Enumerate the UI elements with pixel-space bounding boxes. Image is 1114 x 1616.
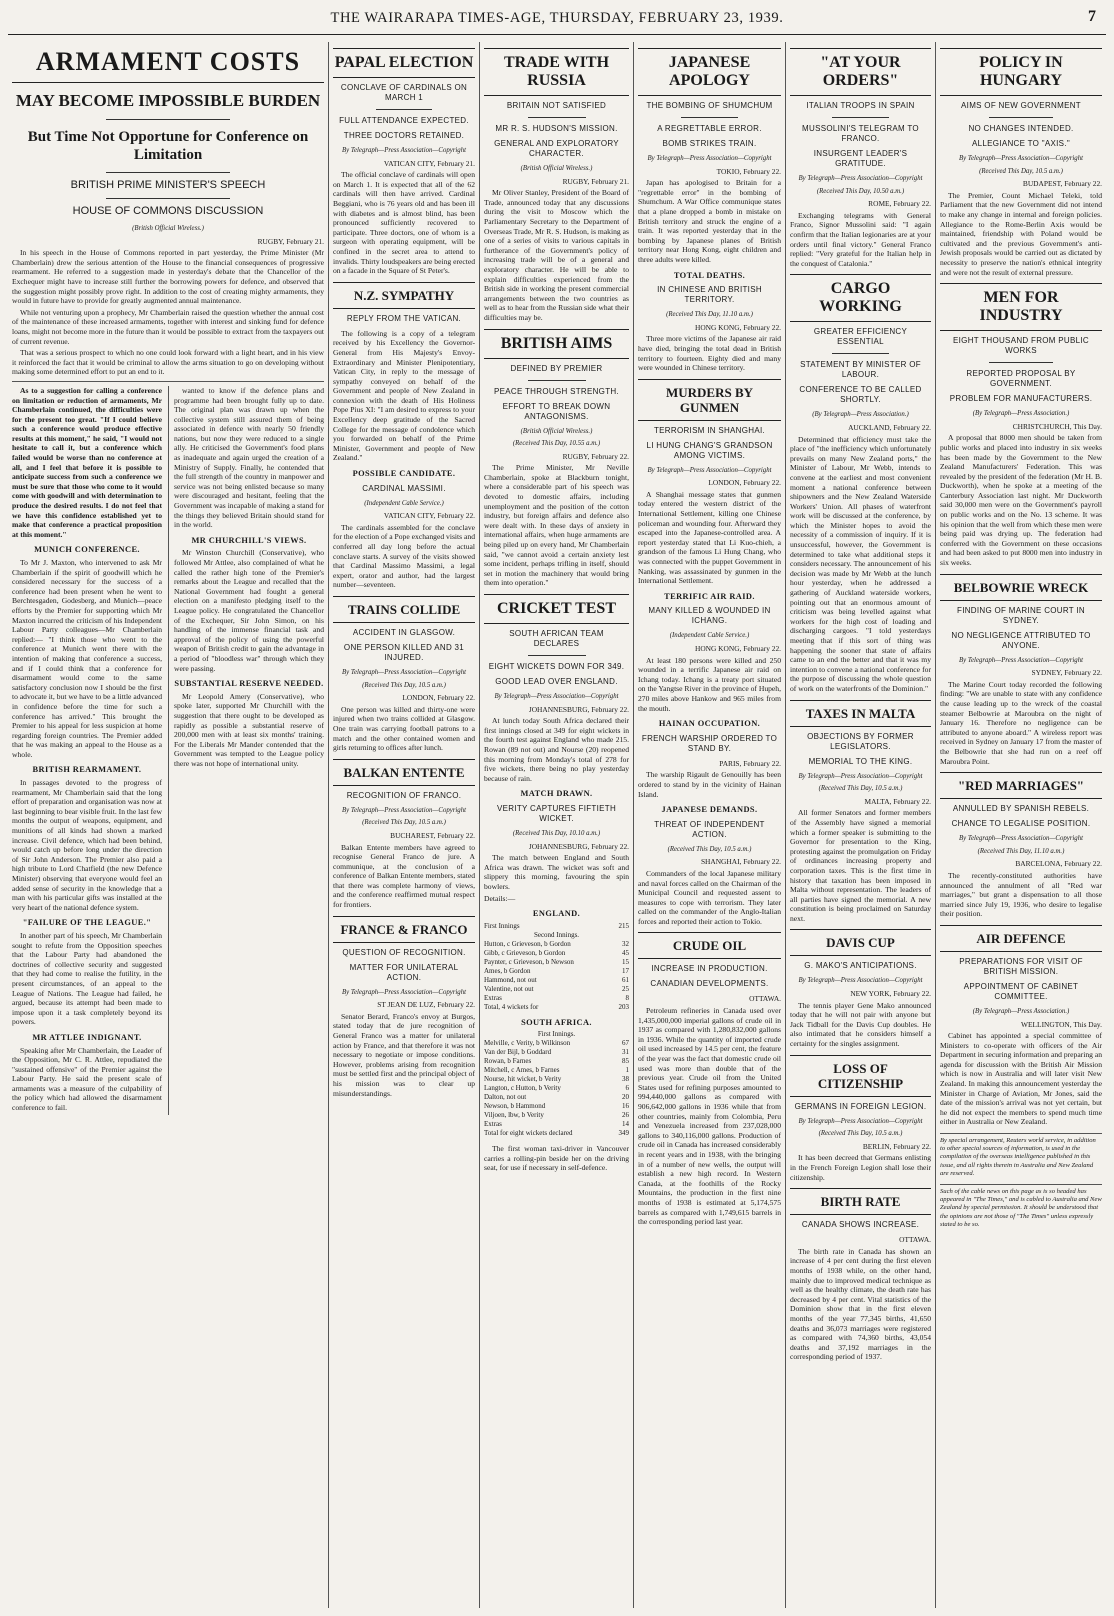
score-label: Total, 4 wickets for: [484, 1002, 539, 1011]
byline: By Telegraph—Press Association—Copyright: [798, 977, 923, 985]
runs: 45: [622, 948, 629, 957]
dateline: RUGBY, February 21.: [257, 236, 324, 246]
column-papal: [328, 42, 479, 1608]
byline: By Telegraph—Press Association—Copyright: [342, 988, 466, 996]
section-heading: MUNICH CONFERENCE.: [34, 545, 140, 555]
article-paragraph: In another part of his speech, Mr Chamberlain sought to refute from the Opposition speeches that the Labour Party had abandoned the doctrines of collective security and suggested that they had come to realise the futility, in the present circumstances, of an appeal to the League of Nations. The League had failed, he argued, because its attempt had been made to impose upon it a task completely beyond its powers.: [12, 930, 162, 1027]
article-paragraph: Three more victims of the Japanese air raid have died, bringing the total dead in British territory to fourteen. Eighty died and many were wounded in Chinese territory.: [638, 334, 781, 373]
dateline: BUDAPEST, February 22.: [1022, 179, 1102, 189]
deck: GENERAL AND EXPLORATORY CHARACTER.: [494, 139, 619, 158]
dateline: WELLINGTON, This Day.: [1021, 1019, 1102, 1029]
deck: CARDINAL MASSIMI.: [362, 483, 446, 493]
section-heading: BRITISH REARMAMENT.: [32, 765, 142, 775]
divider: [681, 117, 738, 118]
score-label: First Innings: [484, 921, 520, 930]
section-heading: HAINAN OCCUPATION.: [658, 719, 761, 729]
newspaper-page: [8, 42, 1106, 1608]
article-paragraph: Japan has apologised to Britain for a "regrettable error" in the bombing of Shumchum. A War Office communique states that a plane dropped a bomb in mistake on British territory and struck the engine of a train. It was reported yesterday that in the bombing by Japanese planes of British territory near Hong Kong, eight children and three adults were killed.: [638, 178, 781, 264]
section-heading: "FAILURE OF THE LEAGUE.": [22, 918, 152, 928]
deck: BRITAIN NOT SATISFIED: [506, 101, 607, 110]
article-paragraph: Balkan Entente members have agreed to recognise General Franco de jure. A communique, at the conclusion of a conference of Balkan Entente members, stated that there was complete harmony of views, and the conference reaffirmed mutual respect for frontiers.: [333, 842, 475, 910]
deck: FINDING OF MARINE COURT IN SYDNEY.: [957, 605, 1085, 625]
headline-hungary: POLICY IN HUNGARY: [940, 48, 1102, 96]
dateline: CHRISTCHURCH, This Day.: [1012, 421, 1102, 431]
section-heading: JAPANESE DEMANDS.: [661, 805, 758, 815]
details-label: Details:—: [484, 893, 516, 903]
runs: 25: [622, 984, 629, 993]
headline-air-defence: AIR DEFENCE: [940, 925, 1102, 952]
received-time: (Received This Day, 10.10 a.m.): [512, 829, 601, 837]
deck: CHANCE TO LEGALISE POSITION.: [951, 819, 1091, 829]
deck: REPLY FROM THE VATICAN.: [346, 313, 462, 323]
dateline: RUGBY, February 21.: [562, 176, 629, 186]
table-row: [484, 1093, 629, 1102]
deck: STATEMENT BY MINISTER OF LABOUR.: [800, 360, 921, 380]
byline: By Telegraph—Press Association—Copyright: [798, 1117, 923, 1125]
received-time: (Received This Day, 10.5 a.m.): [818, 1130, 903, 1138]
deck: OBJECTIONS BY FORMER LEGISLATORS.: [807, 731, 914, 751]
article-paragraph: The cardinals assembled for the conclave for the election of a Pope exchanged visits and conferred all day long before the actual conclave starts. A survey of the visits showed that Cardinal Massimo Massimi, a legal expert, orator and author, had the largest number—seventeen.: [333, 522, 475, 590]
headline-murders: MURDERS BY GUNMEN: [638, 379, 781, 421]
received-time: (Received This Day, 11.10 a.m.): [666, 311, 753, 319]
reuters-notice: By special arrangement, Reuters world service, in addition to other special sources of information, is used in the compilation of the overseas intelligence published in this issue, and all rights therein in Australia and New Zealand are reserved.: [940, 1133, 1102, 1178]
runs: 31: [622, 1048, 629, 1057]
article-paragraph: The official conclave of cardinals will open on March 1. It is expected that all of the 62 cardinals will then have arrived. Cardinal Beggiani, who is 76 years old and has been ill with diabetes and is almost blind, has been pronounced sufficiently recovered to participate. Three doctors, one of whom is a surgeon with operating equipment, will be confined in the secret area to attend to invalids. Thirty loudspeakers are being erected on a facade in the Square of St Peter's.: [333, 170, 475, 276]
batsman-name: Extras: [484, 993, 502, 1002]
batsman-name: Melville, c Verity, b Wilkinson: [484, 1039, 571, 1048]
article-paragraph: To Mr J. Maxton, who intervened to ask Mr Chamberlain if the spirit of goodwill which he considered necessary for the success of a conference had been present when he went to Berchtesgaden, Godesberg, and Munich—peace efforts by the Premier for supporting which Mr Maxton incurred the criticism of his Independent Labour Party colleagues—Mr Chamberlain replied:— "I think those who went to the conference at Munich went there with the intention of making that conference a success, and if I could think that a conference for disarmament would come to the same satisfactory conclusion now I should be the first to advocate it, but we have to be a little advanced in confidence before the time for such a conference has arrived." This brought the Premier to his appeal for less suspicion at home regarding foreign countries. The Premier added that he was making an appeal to the House as a whole.: [12, 558, 162, 759]
dateline: RUGBY, February 22.: [562, 451, 629, 461]
article-paragraph: The birth rate in Canada has shown an increase of 4 per cent during the first eleven months of 1938 while, on the other hand, mainly due to improved medical technique as well as the healthy climate, the death rate has decreased by 4 per cent. Vital statistics of the Dominion show that in the first eleven months of the year 77,345 births, 41,650 deaths and 36,073 marriages were registered as compared with 74,360 births, 43,054 deaths and 37,192 marriages in the corresponding period of 1937.: [790, 1246, 931, 1362]
batsman-name: Mitchell, c Ames, b Farnes: [484, 1066, 560, 1075]
article-paragraph: In passages devoted to the progress of rearmament, Mr Chamberlain said that the long effort of preparation and organisation was now at last beginning to bear visible fruit. In the last few months the output of weapons, equipment, and munitions of all kinds had shown a marked increase. Civil defence, which had been behind, would catch up before long under the direction of Sir John Anderson. The Premier also paid a high tribute to Lord Chatfield (the new Defence Minister) observing that everyone would feel an added sense of security in the knowledge that a man with his particular gifts was installed at the very heart of the national defence system.: [12, 778, 162, 912]
score-value: 215: [618, 921, 629, 930]
dateline: VATICAN CITY, February 22.: [383, 511, 475, 521]
article-paragraph: Petroleum refineries in Canada used over 1,435,000,000 imperial gallons of crude oil in 1937 as compared with 1,280,832,000 gallons in 1936. While the quantity of imported crude oil used increased by 14.5 per cent, the feature of the year was the fact that domestic crude oil used was more than double that of the previous year. Crude oil from the United States used for refining purposes amounted to 994,440,000 gallons as compared with 906,642,000 gallons in 1936 while that from other countries, mainly from Colombia, Peru and Venezuela increased from 237,028,000 gallons to 340,116,000 gallons. Production of crude oil in Canada has increased considerably in recent years and in 1938, with the bringing in of a number of new wells, the output will establish a new high record. In Western Canada, at the foothills of the Rocky Mountains, the production in the first nine months of 1938 is estimated at 5,174,575 barrels as compared with 1,749,615 barrels in the corresponding period last year.: [638, 1006, 781, 1227]
deck: A REGRETTABLE ERROR.: [657, 124, 762, 133]
headline-cargo: CARGO WORKING: [790, 274, 931, 322]
dateline: AUCKLAND, February 22.: [848, 422, 931, 432]
byline: By Telegraph—Press Association—Copyright: [959, 155, 1083, 162]
headline-armament: ARMAMENT COSTS: [12, 42, 324, 83]
deck: ALLEGIANCE TO "AXIS.": [972, 139, 1070, 148]
divider: [106, 198, 231, 199]
section-heading: TERRIFIC AIR RAID.: [664, 591, 755, 601]
dateline: SYDNEY, February 22.: [1031, 668, 1102, 678]
deck: LI HUNG CHANG'S GRANDSON AMONG VICTIMS.: [646, 440, 773, 460]
headline-france: FRANCE & FRANCO: [333, 916, 475, 943]
deck: TERRORISM IN SHANGHAI.: [653, 425, 766, 435]
batsman-name: Extras: [484, 1120, 502, 1129]
byline: By Telegraph—Press Association—Copyright: [494, 693, 619, 700]
headline-davis-cup: DAVIS CUP: [790, 929, 931, 956]
dateline: LONDON, February 22.: [402, 693, 475, 703]
headline-red-marriages: "RED MARRIAGES": [940, 772, 1102, 799]
table-row: [484, 1120, 629, 1129]
received-time: (Received This Day, 10.5 a.m.): [362, 819, 446, 827]
deck: FRENCH WARSHIP ORDERED TO STAND BY.: [641, 733, 778, 753]
dateline: ST JEAN DE LUZ, February 22.: [377, 1000, 475, 1010]
divider: [528, 117, 586, 118]
dateline: BUCHAREST, February 22.: [390, 830, 475, 840]
section-heading: MATCH DRAWN.: [520, 789, 593, 799]
article-paragraph: The match between England and South Africa was drawn. The wicket was soft and slippery this morning, favouring the spin bowlers.: [484, 853, 629, 891]
received-time: (Received This Day, 10.50 a.m.): [816, 187, 905, 195]
table-row: [484, 985, 629, 994]
table-row: [484, 1084, 629, 1093]
deck: REPORTED PROPOSAL BY GOVERNMENT.: [966, 369, 1076, 389]
batsman-name: Hammond, not out: [484, 975, 537, 984]
deck: CONCLAVE OF CARDINALS ON MARCH 1: [340, 83, 468, 102]
table-row: [484, 949, 629, 958]
headline-trains: TRAINS COLLIDE: [333, 596, 475, 623]
article-paragraph: Mr Leopold Amery (Conservative), who spoke later, supported Mr Churchill with the suggestion that there ought to be developed as rapidly as possible a substantial reserve of 200,000 men with at least six months' training. For the Liberals Mr Mander contended that the Government was tempted to the League policy there was not hope of international unity.: [174, 691, 324, 768]
article-paragraph: The following is a copy of a telegram received by his Excellency the Governor-General from His Majesty's Envoy-Extraordinary and Minister Plenipotentiary, Vatican City, in reply to the message of sympathy conveyed on behalf of the Government and people of New Zealand in connexion with the death of His Holiness Pope Pius XI: "I am desired to express to your Excellency deep gratitude of the Sacred College for the message of condolence which you forwarded on behalf of the Prime Minister, Government and people of New Zealand.": [333, 328, 475, 463]
article-paragraph: The Marine Court today recorded the following finding: "We are unable to state with any confidence the cause leading up to the wreck of the coastal steamer Belbowrie at Maroubra on the night of January 16. Therefore no negligence can be attributed to anyone aboard." A wireless report was received in Sydney on January 17 from the master of the Belbowrie that she had run on a reef off Maroubra Point.: [940, 679, 1102, 766]
dateline: MALTA, February 22.: [864, 796, 931, 806]
deck: INSURGENT LEADER'S GRATITUDE.: [813, 149, 908, 168]
headline-cricket: CRICKET TEST: [484, 594, 629, 624]
runs: 38: [622, 1075, 629, 1084]
batsman-name: Van der Bijl, b Goddard: [484, 1048, 552, 1057]
article-paragraph: In his speech in the House of Commons reported in part yesterday, the Prime Minister (Mr Chamberlain) drew the serious attention of the House to the financial consequences of progressive rearmament. He referred to a suggestion made in yesterday's debate that the Chancellor of the Exchequer might have to increase still further the borrowing powers for defence, and observed that the suggestion might possibly prove right. In addition to the cost of creating mighty armaments, they would in future have to provide for greatly augmented annual maintenance.: [12, 248, 324, 306]
table-row: [484, 1066, 629, 1075]
deck: RECOGNITION OF FRANCO.: [346, 790, 462, 800]
deck: NO NEGLIGENCE ATTRIBUTED TO ANYONE.: [951, 630, 1091, 650]
section-heading: MR CHURCHILL'S VIEWS.: [191, 535, 307, 545]
runs: 61: [622, 975, 629, 984]
column-japanese: [633, 42, 785, 1608]
batsman-name: Valentine, not out: [484, 984, 534, 993]
headline-papal: PAPAL ELECTION: [333, 48, 475, 78]
article-paragraph: The Premier, Count Michael Teleki, told Parliament that the new Government did not intend to make any change in internal and foreign policies. Allegiance to the Rome-Berlin Axis would be maintained, friendship with Poland would be cultivated and the previous Government's anti-Jewish proposals would be carried out as dictated by necessity to preserve the nation's ethnical integrity and were not the result of external pressure.: [940, 190, 1102, 277]
deck: VERITY CAPTURES FIFTIETH WICKET.: [496, 803, 617, 823]
deck: EIGHT WICKETS DOWN FOR 349.: [488, 662, 625, 671]
deck: EIGHT THOUSAND FROM PUBLIC WORKS: [953, 336, 1089, 356]
deck: SOUTH AFRICAN TEAM DECLARES: [509, 629, 604, 648]
table-row: [484, 976, 629, 985]
byline: (British Official Wireless.): [520, 165, 593, 172]
deck: GOOD LEAD OVER ENGLAND.: [495, 677, 618, 686]
column-russia: [479, 42, 633, 1608]
dateline: LONDON, February 22.: [708, 478, 781, 488]
article-paragraph: At least 180 persons were killed and 250 wounded in a terrific Japanese air raid on Ichang today. Ichang is a treaty port situated on the Yangtse River in the province of Hupeh, 270 miles above Hankow and 965 miles from the mouth.: [638, 655, 781, 713]
table-row: [484, 1129, 629, 1138]
byline: By Telegraph—Press Association—Copyright: [342, 147, 466, 154]
section-heading: POSSIBLE CANDIDATE.: [352, 469, 456, 479]
headline-men-for-industry: MEN FOR INDUSTRY: [940, 283, 1102, 331]
table-row: [484, 1039, 629, 1048]
batsman-name: Ames, b Gordon: [484, 966, 531, 975]
deck: GREATER EFFICIENCY ESSENTIAL: [813, 327, 908, 347]
score-value: 349: [618, 1129, 629, 1138]
deck: MUSSOLINI'S TELEGRAM TO FRANCO.: [802, 124, 919, 143]
article-paragraph: Cabinet has appointed a special committee of Ministers to co-operate with officers of the Air Department in securing information and preparing an agenda for discussion with the British Air Mission which is now in Australia and will later visit New Zealand. In making this announcement yesterday the Minister in Charge of Aviation, Mr Jones, said the date of the mission's arrival was not yet certain, but he did not expect the members to spend much time either in Australia or New Zealand.: [940, 1031, 1102, 1127]
armament-continuation: [12, 381, 324, 1115]
byline: (Independent Cable Service.): [364, 499, 444, 507]
deck: ACCIDENT IN GLASGOW.: [352, 627, 456, 637]
dateline: NEW YORK, February 22.: [850, 989, 931, 999]
divider: [832, 117, 888, 118]
divider: [528, 655, 586, 656]
runs: 85: [622, 1057, 629, 1066]
deck: AIMS OF NEW GOVERNMENT: [961, 101, 1081, 110]
deck-armament-1: MAY BECOME IMPOSSIBLE BURDEN: [15, 91, 321, 110]
score-label: Total for eight wickets declared: [484, 1129, 573, 1138]
runs: 67: [622, 1039, 629, 1048]
dateline: VATICAN CITY, February 21.: [383, 158, 475, 168]
byline: By Telegraph—Press Association—Copyright: [959, 835, 1083, 843]
table-row: [484, 967, 629, 976]
score-value: 203: [618, 1002, 629, 1011]
deck: FULL ATTENDANCE EXPECTED.: [339, 116, 469, 125]
batsman-name: Gibb, c Grieveson, b Gordon: [484, 948, 566, 957]
article-paragraph: The recently-constituted authorities have announced the annulment of all "Red war marriages," but grant a dispensation to all those married since July 19, 1936, who desire to legalise their position.: [940, 870, 1102, 919]
runs: 8: [625, 993, 629, 1002]
runs: 15: [622, 957, 629, 966]
headline-balkan: BALKAN ENTENTE: [333, 759, 475, 786]
batsman-name: Paynter, c Grieveson, b Newson: [484, 957, 574, 966]
headline-belbowrie: BELBOWRIE WRECK: [940, 574, 1102, 601]
deck: PROBLEM FOR MANUFACTURERS.: [949, 394, 1093, 404]
dateline: ROME, February 22.: [868, 199, 931, 209]
runs: 32: [622, 939, 629, 948]
dateline: TOKIO, February 22.: [716, 166, 781, 176]
headline-crude-oil: CRUDE OIL: [638, 932, 781, 959]
deck: APPOINTMENT OF CABINET COMMITTEE.: [963, 981, 1079, 1001]
dateline: OTTAWA.: [899, 1235, 931, 1245]
received-time: (Received This Day, 10.5 a.m.): [667, 845, 752, 853]
article-paragraph: That was a serious prospect to which no one could look forward with a light heart, and in his view it reinforced the fact that it would be criminal to allow the arms situation to go on developing without making some determined effort to put an end to it.: [12, 348, 324, 377]
deck: THREE DOCTORS RETAINED.: [343, 131, 465, 140]
headline-at-your-orders: "AT YOUR ORDERS": [790, 48, 931, 96]
runs: 1: [625, 1066, 629, 1075]
article-paragraph: While not venturing upon a prophecy, Mr Chamberlain raised the question whether the annual cost of the maintenance of these increased armaments, together with interest and sinking fund for defence loans, might not become more in the future than it would be possible to extract from the taxpayers out of current revenue.: [12, 307, 324, 346]
article-paragraph: wanted to know if the defence plans and programme had been brought fully up to date. The original plan was drawn up when the collective system still assured them of being associated in defence with nearly 50 friendly nations, but now they were reduced to a single ally. He criticised the Government's food plans as inadequate and again urged the creation of a Ministry of Supply. Finally, he contended that the full strength of the country in manpower and service was not being enlisted because so many were discouraged and hesitant, feeling that the Government was incapable of making a stand for the things they believed Britain should stand for in the world.: [174, 385, 324, 530]
table-row: [484, 958, 629, 967]
divider: [528, 380, 586, 381]
armament-left-column: [12, 386, 162, 1115]
article-paragraph: A proposal that 8000 men should be taken from public works and placed into industry in six weeks has been made by the Government to the New Zealand Manufacturers' Federation. This was revealed by the president of the federation (Mr H. B. Duckworth), when he spoke at a meeting of the Canterbury Association last night. Mr Duckworth said 30,000 men were on the Government's payroll on public works and on the No. 13 scheme. It was his opinion that the well from which these men were being paid was drying up. The federation had conferred with the Government on these occasions and had been asked to put 8000 men into industry in six weeks.: [940, 433, 1102, 568]
masthead: [8, 0, 1106, 35]
runs: 20: [622, 1093, 629, 1102]
divider: [106, 172, 231, 173]
dateline: SHANGHAI, February 22.: [700, 857, 781, 867]
deck: EFFORT TO BREAK DOWN ANTAGONISMS.: [502, 401, 611, 421]
headline-nz-sympathy: N.Z. SYMPATHY: [333, 282, 475, 309]
deck: INCREASE IN PRODUCTION.: [651, 964, 768, 974]
byline: By Telegraph—Press Association—Copyright: [342, 668, 466, 676]
deck: G. MAKO'S ANTICIPATIONS.: [804, 961, 917, 971]
deck-armament-4: HOUSE OF COMMONS DISCUSSION: [72, 205, 264, 217]
article-paragraph: As to a suggestion for calling a conference on limitation or reduction of armaments, Mr Chamberlain continued, the difficulties were for the present too great. "If I could believe such a conference would produce effective results at this moment," he said, "I would not hesitate to call it, but a conference which failed would be worse than no conference at all, and I feel that before it is possible to anticipate success from such a conference we must be sure that those who come to it would come with goodwill and with determination to produce the desired results. I do not feel that we have this confidence established yet to make that conference a practical proposition at this moment.": [12, 385, 162, 539]
received-time: (Received This Day, 10.5 a.m.): [979, 167, 1063, 175]
deck: BOMB STRIKES TRAIN.: [662, 139, 757, 148]
headline-citizenship: LOSS OF CITIZENSHIP: [790, 1055, 931, 1097]
section-heading: SUBSTANTIAL RESERVE NEEDED.: [174, 679, 324, 689]
dateline: HONG KONG, February 22.: [694, 322, 781, 332]
deck: QUESTION OF RECOGNITION.: [342, 947, 466, 957]
deck: ANNULLED BY SPANISH REBELS.: [952, 804, 1090, 814]
section-heading: TOTAL DEATHS.: [673, 270, 746, 280]
runs: 6: [625, 1084, 629, 1093]
table-row: [484, 1003, 629, 1012]
batsman-name: Dalton, not out: [484, 1093, 527, 1102]
deck: IN CHINESE AND BRITISH TERRITORY.: [657, 285, 762, 305]
divider: [376, 109, 433, 110]
divider: [989, 362, 1054, 363]
deck: CANADIAN DEVELOPMENTS.: [650, 979, 769, 989]
article-paragraph: All former Senators and former members of the Assembly have signed a memorial which a former speaker is submitting to the Governor for presentation to the King, protesting against the promulgation on Friday of ordinances increasing property and corporation taxes. This is the first time in history that taxation has been imposed in Malta without representation. The leaders of all parties have signed the memorial. A new constitution is being proclaimed on Saturday next.: [790, 808, 931, 923]
dateline: BERLIN, February 22.: [862, 1141, 931, 1151]
headline-japanese: JAPANESE APOLOGY: [638, 48, 781, 96]
headline-british-aims: BRITISH AIMS: [484, 329, 629, 359]
scorecard-england: [484, 922, 629, 1012]
table-row: [484, 922, 629, 931]
deck: CONFERENCE TO BE CALLED SHORTLY.: [799, 385, 922, 405]
batsman-name: Nourse, hit wicket, b Verity: [484, 1075, 562, 1084]
column-orders: [785, 42, 935, 1608]
dateline: HONG KONG, February 22.: [694, 644, 781, 653]
table-row: [484, 931, 629, 940]
runs: 14: [622, 1120, 629, 1129]
runs: 26: [622, 1111, 629, 1120]
byline: By Telegraph—Press Association—Copyright: [647, 466, 772, 474]
byline: (By Telegraph—Press Association.): [972, 1007, 1070, 1015]
batsman-name: Rowan, b Farnes: [484, 1057, 532, 1066]
team-heading: SOUTH AFRICA.: [521, 1017, 592, 1027]
byline: By Telegraph—Press Association—Copyright: [342, 806, 466, 814]
byline: (British Official Wireless.): [132, 225, 204, 232]
article-paragraph: Speaking after Mr Chamberlain, the Leader of the Opposition, Mr C. R. Attlee, repudiated the "sustained offensive" of the Premier against the Labour Party. He said the present scale of armaments was a measure of the culpability of the policy which had allowed the disarmament conference to fail.: [12, 1045, 162, 1113]
divider: [832, 353, 888, 354]
armament-right-column: [168, 386, 324, 1115]
article-paragraph: The warship Rigault de Genouilly has been ordered to stand by in the vicinity of Hainan Island.: [638, 770, 781, 799]
dateline: JOHANNESBURG, February 22.: [528, 704, 629, 714]
deck: THE BOMBING OF SHUMCHUM: [646, 101, 773, 110]
table-row: [484, 1102, 629, 1111]
byline: By Telegraph—Press Association—Copyright: [798, 175, 923, 182]
batsman-name: Newson, b Hammond: [484, 1102, 546, 1111]
table-row: [484, 940, 629, 949]
dateline: BARCELONA, February 22.: [1015, 859, 1102, 869]
deck: MANY KILLED & WOUNDED IN ICHANG.: [648, 606, 771, 626]
table-row: [484, 1111, 629, 1120]
deck: DEFINED BY PREMIER: [510, 363, 603, 373]
dateline: PARIS, February 22.: [719, 758, 781, 768]
runs: 16: [622, 1102, 629, 1111]
article-paragraph: It has been decreed that Germans enlisting in the French Foreign Legion shall lose their citizenship.: [790, 1153, 931, 1182]
team-heading: ENGLAND.: [532, 909, 581, 919]
table-row: [484, 1030, 629, 1039]
newspaper-title: THE WAIRARAPA TIMES-AGE, THURSDAY, FEBRUARY 23, 1939.: [330, 10, 784, 26]
byline: By Telegraph—Press Association—Copyright: [959, 656, 1083, 664]
headline-malta: TAXES IN MALTA: [790, 700, 931, 727]
article-paragraph: Mr Oliver Stanley, President of the Board of Trade, announced today that any discussions during the visit to Moscow which the Parliamentary Secretary to the Department of Overseas Trade, Mr R. S. Hudson, is making as one of a series of visits to various capitals in furtherance of the Government's policy of increasing trade will be of a general and exploratory character. He will be able to explain difficulties experienced from the British side in working the present commercial arrangements between the two countries as well as to hear from the Russian side what their difficulties may be.: [484, 188, 629, 322]
deck: THREAT OF INDEPENDENT ACTION.: [654, 819, 765, 839]
score-label: Second Innings.: [533, 930, 580, 939]
table-row: [484, 1057, 629, 1066]
column-armament: [8, 42, 328, 1608]
byline: By Telegraph—Press Association—Copyright: [798, 772, 923, 780]
section-heading: MR ATTLEE INDIGNANT.: [32, 1032, 142, 1042]
byline: (By Telegraph—Press Association.): [972, 410, 1070, 418]
deck: MEMORIAL TO THE KING.: [808, 756, 913, 766]
page-number: 7: [1088, 8, 1096, 25]
deck-armament-3: BRITISH PRIME MINISTER'S SPEECH: [70, 179, 266, 191]
scorecard-south-africa: [484, 1030, 629, 1138]
article-paragraph: At lunch today South Africa declared their first innings closed at 349 for eight wickets in the fourth test against England who made 215. Rowan (89 not out) and Nourse (20) reopened this morning from Monday's total of 278 for five wickets, there being no play yesterday because of rain.: [484, 716, 629, 783]
column-hungary: [935, 42, 1106, 1608]
table-row: [484, 994, 629, 1003]
byline: (Independent Cable Service.): [669, 632, 750, 640]
article-paragraph: Commanders of the local Japanese military and naval forces called on the Chairman of the Municipal Council and requested assent to measures to cope with terrorism. They later called on the commander of the Anglo-Italian forces and reported their action to Tokio.: [638, 868, 781, 926]
deck: PEACE THROUGH STRENGTH.: [494, 386, 619, 396]
received-time: (Received This Day, 10.5 a.m.): [818, 785, 903, 793]
deck-armament-2: But Time Not Opportune for Conference on Limitation: [27, 129, 309, 163]
article-paragraph: The Prime Minister, Mr Neville Chamberlain, spoke at Blackburn tonight, where a considerable part of his speech was devoted to domestic affairs, including unemployment and the position of the cotton industry, but foreign affairs and defence also were dealt with. In these days of anxiety in international affairs, when huge armaments are being piled up on every hand, Mr Chamberlain said, "we cannot avoid a certain anxiety lest some incident, perhaps trifling in itself, should set in motion the machinery that would bring them into operation.": [484, 463, 629, 588]
batsman-name: Langton, c Hutton, b Verity: [484, 1084, 561, 1093]
divider: [106, 119, 231, 120]
headline-birth-rate: BIRTH RATE: [790, 1188, 931, 1215]
byline: By Telegraph—Press Association—Copyright: [647, 155, 772, 162]
byline: (British Official Wireless.): [520, 427, 593, 435]
score-label: First Innings.: [537, 1030, 576, 1039]
received-time: (Received This Day, 10.55 a.m.): [512, 440, 601, 448]
article-paragraph: One person was killed and thirty-one were injured when two trains collided at Glasgow. One train was carrying football patrons to a match and the other contained women and girls returning to offices after lunch.: [333, 704, 475, 753]
deck: ITALIAN TROOPS IN SPAIN: [806, 101, 915, 110]
divider: [989, 117, 1054, 118]
runs: 17: [622, 966, 629, 975]
article-paragraph: The first woman taxi-driver in Vancouver carries a rolling-pin beside her on the driving seat, for use if necessary in self-defence.: [484, 1144, 629, 1173]
deck: MATTER FOR UNILATERAL ACTION.: [349, 962, 459, 982]
article-paragraph: Exchanging telegrams with General Franco, Signor Mussolini said: "I again confirm that the Italian legionaries are at your orders until final victory." General Franco replied: "Very grateful for the Italian help in the conquest of Catalonia.": [790, 210, 931, 268]
table-row: [484, 1048, 629, 1057]
byline: (By Telegraph—Press Association.): [812, 411, 909, 419]
dateline: OTTAWA.: [749, 994, 781, 1004]
batsman-name: Hutton, c Grieveson, b Gordon: [484, 939, 571, 948]
received-time: (Received This Day, 11.10 a.m.): [977, 847, 1065, 855]
batsman-name: Viljoen, lbw, b Verity: [484, 1111, 544, 1120]
table-row: [484, 1075, 629, 1084]
article-paragraph: A Shanghai message states that gunmen today entered the western district of the International Settlement, killing one Chinese policeman and wounding four. Afterward they escaped into the Japanese-controlled area. A report yesterday stated that Li Kuo-chieh, a grandson of the famous Li Hung Chang, who was connected with the puppet Government in Nanking, was assassinated by gunmen in the International Settlement.: [638, 489, 781, 586]
article-paragraph: Mr Winston Churchill (Conservative), who followed Mr Attlee, also complained of what he called the rather high tone of the Premier's remarks about the League and recalled that the National Government had fought a general election on a manifesto pledging itself to the League policy. He congratulated the Chancellor of the Exchequer, Sir John Simon, on his handling of the immense financial task and approval of the policy of using the powerful weapon of British credit to gain the advantage in a period of "bloodless war" through which they were passing.: [174, 548, 324, 673]
article-paragraph: The tennis player Gene Mako announced today that he will not pair with anyone but Jack Tidball for the Davis Cup doubles. He also intimated that he considers himself a certainty for the singles assignment.: [790, 1000, 931, 1049]
headline-russia: TRADE WITH RUSSIA: [484, 48, 629, 96]
times-notice: Such of the cable news on this page as is so headed has appeared in "The Times," and is cabled to Australia and New Zealand by special permission. It should be understood that the opinions are not those of "The Times" unless expressly stated to be so.: [940, 1184, 1102, 1229]
deck: CANADA SHOWS INCREASE.: [801, 1220, 920, 1230]
article-paragraph: Determined that efficiency must take the place of "the inefficiency which unfortunately prevails on many New Zealand ports," the Minister of Labour, Mr Webb, intends to convene at the earliest and most convenient moment a national conference between shipowners and the New Zealand Waterside Workers' Union. All phases of waterfront work will be discussed at the conference, by which the Minister hopes to avoid the necessity of a commission of inquiry. If it is unsuccessful, however, the Government is determined to take what additional steps it considers necessary. The announcement of his decision was made by Mr Webb at the lunch hour yesterday, when he addressed a gathering of Auckland waterside workers, pointing out that an enormous amount of criticism was being levelled against what workers for the high cost of loading and discharging cargoes. "I told yesterdays meeting that if this sort of thing was happening the sooner that state of affairs came to an end the better and that it was my intention to convene a national conference for the purpose of discussing the whole question of work on the waterfronts of the Dominion.": [790, 434, 931, 693]
article-paragraph: Senator Berard, Franco's envoy at Burgos, stated today that de jure recognition of General Franco was a matter for unilateral action by France, and that therefore it was not necessary to negotiate or impose conditions. However, problems arising from recognition must be settled first and the principal object of his mission was to clear up misunderstandings.: [333, 1011, 475, 1098]
deck: NO CHANGES INTENDED.: [968, 124, 1074, 133]
received-time: (Received This Day, 10.5 a.m.): [362, 681, 446, 689]
deck: ONE PERSON KILLED AND 31 INJURED.: [343, 642, 465, 662]
deck: MR R. S. HUDSON'S MISSION.: [495, 124, 618, 133]
dateline: JOHANNESBURG, February 22.: [528, 841, 629, 851]
deck: GERMANS IN FOREIGN LEGION.: [794, 1101, 927, 1111]
deck: PREPARATIONS FOR VISIT OF BRITISH MISSION.: [959, 956, 1083, 976]
